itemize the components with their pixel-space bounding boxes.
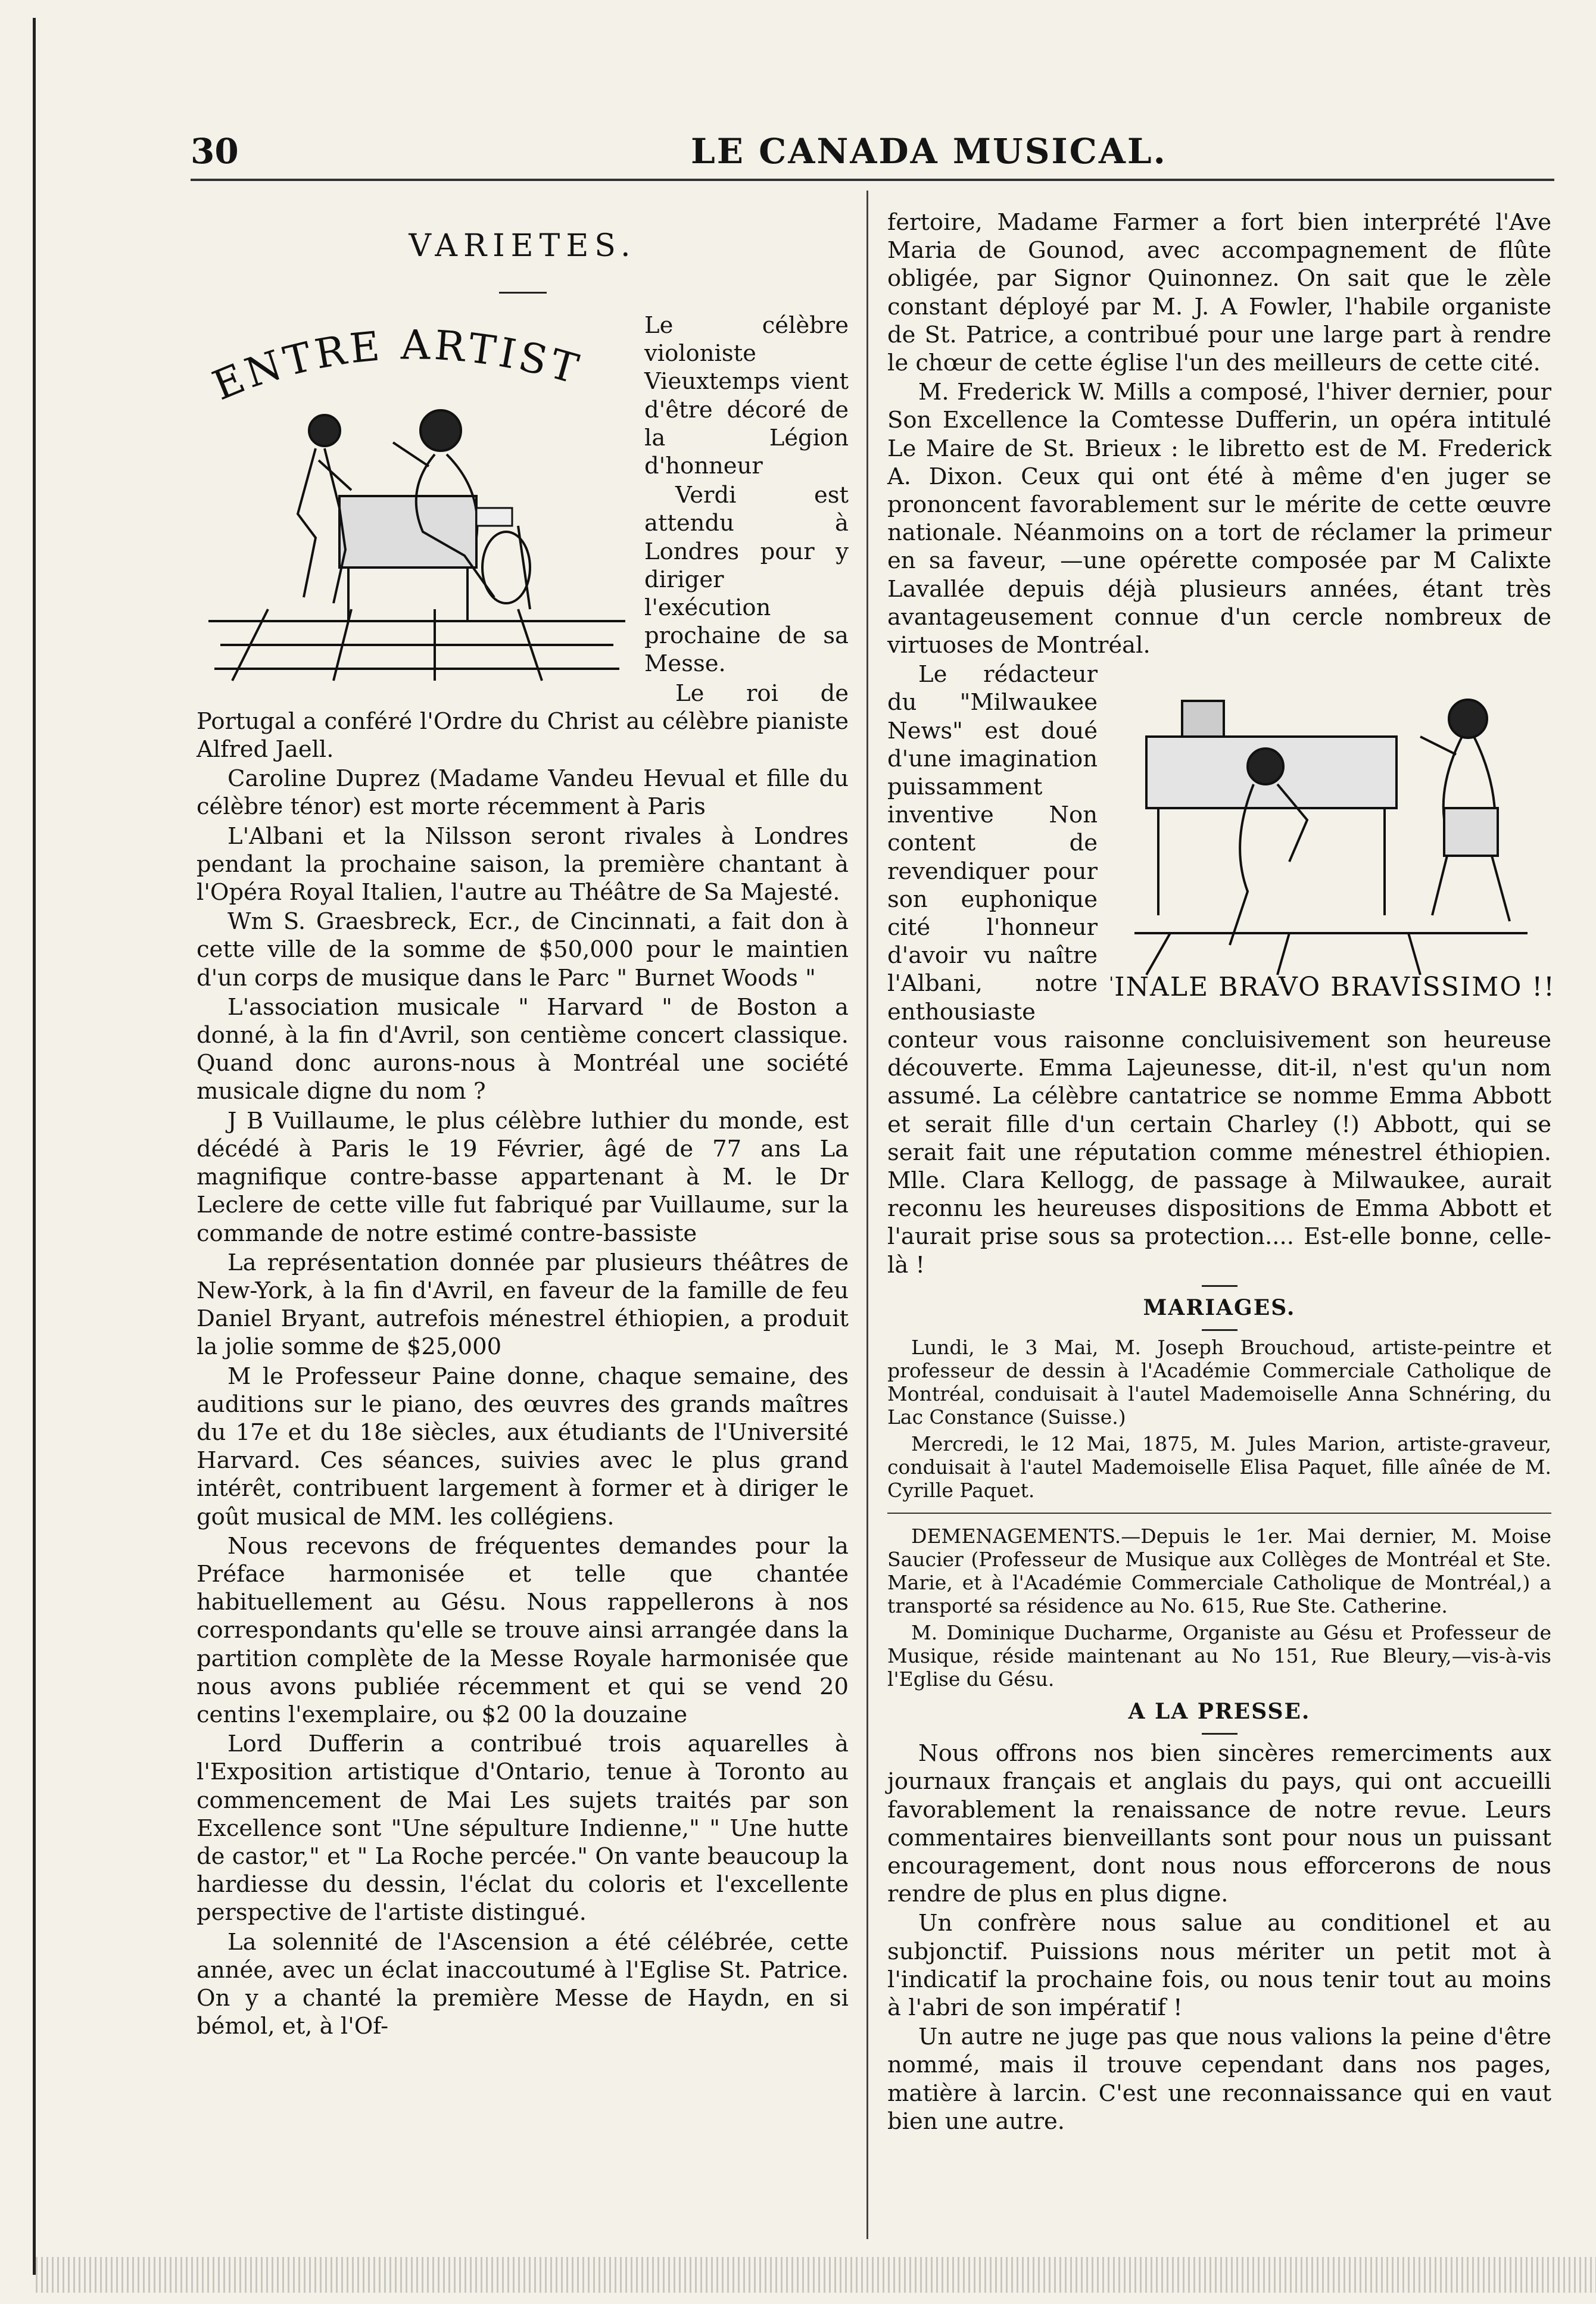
paragraph: M. Frederick W. Mills a composé, l'hiver dernier, pour Son Excellence la Comtesse Dufferin, un opéra intitulé Le Maire de St. Brieux : le libretto est de M. Frederick A. Dixon. Ceux qui ont été à même d'en juger se prononcent favorablement sur le mérite de cette œuvre nationale. Néanmoins on a tort de réclamer la primeur en sa faveur, —une opérette composée par M Calixte Lavallée depuis déjà plusieurs années, étant très avantageusement connue d'un cercle nombreux de virtuoses de Montréal. <box>887 379 1551 659</box>
finale-drawing <box>1111 665 1551 1005</box>
paragraph: Nous offrons nos bien sincères remerciments aux journaux français et anglais du pays, qui ont accueilli favorablement la renaissance de notre revue. Leurs commentaires bienveillants sont pour nous un puissant encouragement, dont nous nous efforcerons de nous rendre de plus en plus digne. <box>887 1740 1551 1908</box>
section-title-mariages: MARIAGES. <box>1143 1295 1296 1320</box>
paragraph: Un autre ne juge pas que nous valions la peine d'être nommé, mais il trouve cependant dans nos pages, matière à larcin. C'est une reconnaissance qui en vaut bien une autre. <box>887 2024 1551 2135</box>
paragraph: Lord Dufferin a contribué trois aquarelles à l'Exposition artistique d'Ontario, tenue à Toronto au commencement de Mai Les sujets traités par son Excellence sont "Une sépulture Indienne," " Une hutte de castor," et " La Roche percée." On vante beaucoup la hardiesse du dessin, l'éclat du coloris et l'excellente perspective de l'artiste distingué. <box>197 1731 849 1926</box>
paragraph: Wm S. Graesbreck, Ecr., de Cincinnati, a fait don à cette ville de la somme de $50,000 pour le maintien d'un corps de musique dans le Parc " Burnet Woods " <box>197 908 849 992</box>
paragraph: fertoire, Madame Farmer a fort bien interprété l'Ave Maria de Gounod, avec accompagnement de flûte obligée, par Signor Quinonnez. On sait que le zèle constant déployé par M. J. A Fowler, l'habile organiste de St. Patrice, a contribué pour une large part à rendre le chœur de cette église l'un des meilleurs de cette cité. <box>887 209 1551 377</box>
paragraph: Le célèbre violoniste Vieuxtemps vient d'être décoré de la Légion d'honneur <box>644 312 849 480</box>
journal-title: LE CANADA MUSICAL. <box>691 131 1167 172</box>
column-divider <box>866 191 868 2239</box>
paragraph: L'association musicale " Harvard " de Boston a donné, à la fin d'Avril, son centième concert classique. Quand donc aurons-nous à Montréal une société musicale digne du nom ? <box>197 993 849 1105</box>
demenagement-notice: DEMENAGEMENTS.—Depuis le 1er. Mai dernier, M. Moise Saucier (Professeur de Musique aux Collèges de Montréal et Ste. Marie, et à l'Académie Commerciale Catholique de Montréal,) a transporté sa résidence au No. 615, Rue Ste. Catherine. <box>887 1524 1551 1617</box>
section-divider <box>887 1513 1551 1514</box>
paragraph: M le Professeur Paine donne, chaque semaine, des auditions sur le piano, des œuvres des grands maîtres du 17e et du 18e siècles, aux étudiants de l'Université Harvard. Ces séances, suivies avec le plus grand intérêt, contribuent largement à former et à diriger le goût musical de MM. les collégiens. <box>197 1363 849 1530</box>
section-rule <box>1202 1733 1237 1735</box>
mariages-notices <box>887 1336 1551 1502</box>
illustration-caption: FINALE BRAVO BRAVISSIMO !!! <box>1111 972 1551 1003</box>
scan-noise-border <box>36 2257 1596 2293</box>
paragraph: Verdi est attendu à Londres pour y diriger l'exécution prochaine de sa Messe. <box>644 482 849 678</box>
paragraph: Nous recevons de fréquentes demandes pour la Préface harmonisée et telle que chantée habituellement au Gésu. Nous rappellerons à nos correspondants qu'elle se trouve ainsi arrangée dans la partition complète de la Messe Royale harmonisée que nous avons publiée récemment et qui se vend 20 centins l'exemplaire, ou $2 00 la douzaine <box>197 1532 849 1728</box>
paragraph: Le rédacteur du "Milwaukee News" est doué d'une imagination puissamment inventive Non content de revendiquer pour son euphonique cité l'honneur d'avoir vu naître l'Albani, notre enthousiaste conteur vous raisonne concluisivement son heureuse découverte. Emma Lajeunesse, dit-il, n'est qu'un nom assumé. La célèbre cantatrice se nomme Emma Abbott et serait fille d'un certain Charley (!) Abbott, qui se serait fait une réputation comme ménestrel éthiopien. Mlle. Clara Kellogg, de passage à Milwaukee, aurait reconnu les heureuses dispositions de Emma Abbott et l'aurait prise sous sa protection.... Est-elle bonne, celle-là ! <box>887 661 1551 1279</box>
paragraph: L'Albani et la Nilsson seront rivales à Londres pendant la prochaine saison, la première chantant à l'Opéra Royal Italien, l'autre au Théâtre de Sa Majesté. <box>197 822 849 906</box>
page-margin-rule <box>33 18 36 2275</box>
illustration-caption: ENTRE ARTIST <box>206 322 587 410</box>
paragraph: J B Vuillaume, le plus célèbre luthier du monde, est décédé à Paris le 19 Février, âgé de 77 ans La magnifique contre-basse appartenant à M. le Dr Leclere de cette ville fut fabriqué par Vuillaume, sur la commande de notre estimé contre-bassiste <box>197 1107 849 1247</box>
running-header <box>191 131 1554 173</box>
title-rule <box>499 292 547 294</box>
paragraph: La solennité de l'Ascension a été célébrée, cette année, avec un éclat inaccoutumé à l'Eglise St. Patrice. On y a chanté la première Messe de Haydn, en si bémol, et, à l'Of- <box>197 1928 849 2040</box>
page-number: 30 <box>191 131 239 172</box>
mariage-notice: Mercredi, le 12 Mai, 1875, M. Jules Marion, artiste-graveur, conduisait à l'autel Mademoiselle Elisa Paquet, fille aînée de M. Cyrille Paquet. <box>887 1432 1551 1502</box>
finale-illustration <box>1111 665 1551 1005</box>
section-rule <box>1202 1285 1237 1287</box>
entre-artistes-illustration <box>197 311 631 693</box>
paragraph: La représentation donnée par plusieurs théâtres de New-York, à la fin d'Avril, en faveur de la famille de feu Daniel Bryant, autrefois ménestrel éthiopien, a produit la jolie somme de $25,000 <box>197 1249 849 1361</box>
mariage-notice: Lundi, le 3 Mai, M. Joseph Brouchoud, artiste-peintre et professeur de dessin à l'Académie Commerciale Catholique de Montréal, conduisait à l'autel Mademoiselle Anna Schnéring, du Lac Constance (Suisse.) <box>887 1335 1551 1429</box>
demenagement-notice: M. Dominique Ducharme, Organiste au Gésu et Professeur de Musique, réside maintenant au No 151, Rue Bleury,—vis-à-vis l'Eglise du Gésu. <box>887 1620 1551 1691</box>
section-title-presse: A LA PRESSE. <box>1128 1698 1311 1724</box>
header-rule <box>191 179 1554 181</box>
paragraph: Le roi de Portugal a conféré l'Ordre du Christ au célèbre pianiste Alfred Jaell. <box>197 679 849 763</box>
section-rule <box>1202 1329 1237 1331</box>
left-column <box>197 208 849 2041</box>
demenagements-notices <box>887 1524 1551 1691</box>
section-title-varietes: VARIETES. <box>409 228 637 264</box>
paragraph: Caroline Duprez (Madame Vandeu Hevual et fille du célèbre ténor) est morte récemment à Paris <box>197 765 849 821</box>
right-column <box>887 208 1551 2137</box>
paragraph: Un confrère nous salue au conditionel et au subjonctif. Puissions nous mériter un petit mot à l'indicatif la prochaine fois, ou nous tenir tout au moins à l'abri de son impératif ! <box>887 1910 1551 2021</box>
entre-artistes-drawing <box>197 311 631 693</box>
